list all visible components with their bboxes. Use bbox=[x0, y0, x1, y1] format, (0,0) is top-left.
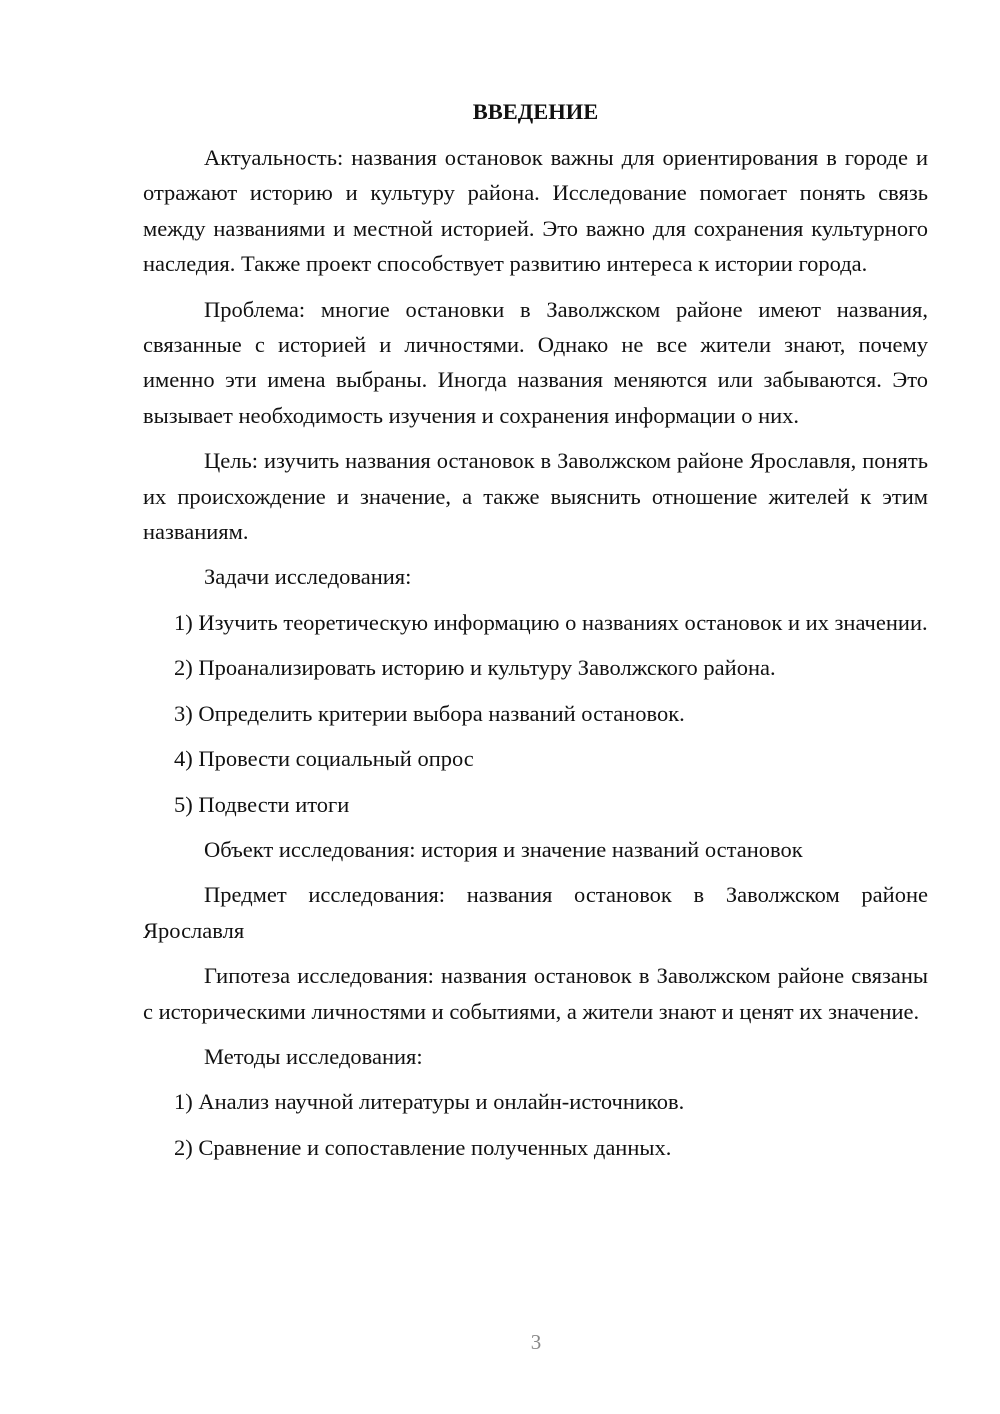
paragraph-subject: Предмет исследования: названия остановок в Заволжском районе Ярославля bbox=[143, 882, 928, 943]
page-number: 3 bbox=[530, 1330, 542, 1354]
task-item-3: 3) Определить критерии выбора названий остановок. bbox=[174, 700, 685, 726]
paragraph-hypothesis: Гипотеза исследования: названия остановок в Заволжском районе связаны с историческими личностями и событиями, а жители знают и ценят их значение. bbox=[143, 963, 928, 1024]
task-item-1: 1) Изучить теоретическую информацию о названиях остановок и их значении. bbox=[174, 609, 928, 635]
paragraph-object: Объект исследования: история и значение названий остановок bbox=[204, 836, 803, 862]
paragraph-problem: Проблема: многие остановки в Заволжском районе имеют названия, связанные с историей и личностями. Однако не все жители знают, почему именно эти имена выбраны. Иногда названия меняются или забываются. Это вызывает необходимость изучения и сохранения информации о них. bbox=[143, 296, 928, 428]
methods-title: Методы исследования: bbox=[204, 1043, 423, 1069]
task-item-4: 4) Провести социальный опрос bbox=[174, 746, 474, 772]
page-title: ВВЕДЕНИЕ bbox=[472, 99, 599, 124]
method-item-1: 1) Анализ научной литературы и онлайн-источников. bbox=[174, 1089, 685, 1115]
task-item-5: 5) Подвести итоги bbox=[174, 791, 350, 817]
tasks-title: Задачи исследования: bbox=[204, 564, 412, 590]
paragraph-goal: Цель: изучить названия остановок в Заволжском районе Ярославля, понять их происхождение и значение, а также выяснить отношение жителей к этим названиям. bbox=[143, 448, 928, 545]
method-item-2: 2) Сравнение и сопоставление полученных данных. bbox=[174, 1134, 672, 1160]
task-item-2: 2) Проанализировать историю и культуру Заволжского района. bbox=[174, 655, 776, 681]
paragraph-relevance: Актуальность: названия остановок важны для ориентирования в городе и отражают историю и культуру района. Исследование помогает понять связь между названиями и местной историей. Это важно для сохранения культурного наследия. Также проект способствует развитию интереса к истории города. bbox=[143, 145, 928, 277]
document-page bbox=[143, 94, 928, 1175]
